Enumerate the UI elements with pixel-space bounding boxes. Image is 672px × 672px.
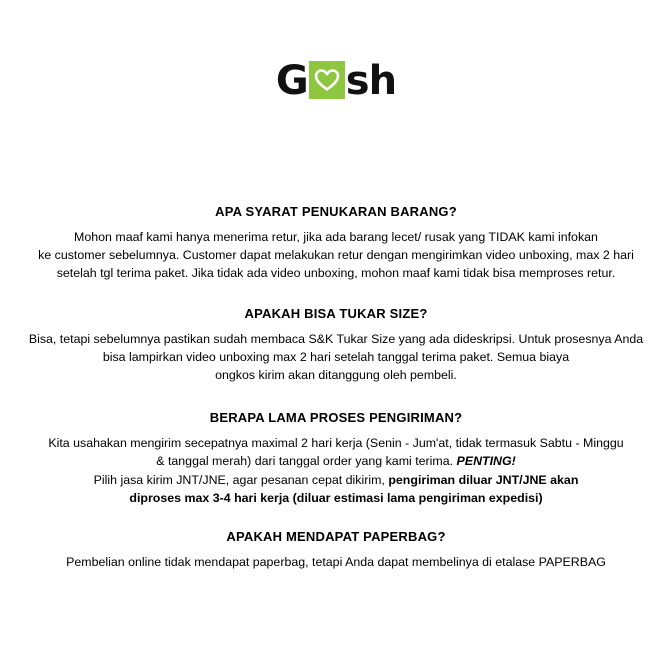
faq-answer-line: Pembelian online tidak mendapat paperbag, tetapi Anda dapat membelinya di etalase PAPERBAG [66, 555, 606, 569]
faq-section-paperbag [0, 529, 672, 571]
faq-section-return [0, 204, 672, 282]
heart-outline-icon [314, 68, 340, 92]
faq-answer-line [0, 452, 672, 470]
faq-question: APAKAH MENDAPAT PAPERBAG? [226, 529, 446, 544]
faq-answer-text: & tanggal merah) dari tanggal order yang kami terima. [156, 454, 454, 468]
faq-answer-bold: diproses max 3-4 hari kerja (diluar estimasi lama pengiriman expedisi) [129, 491, 543, 505]
faq-answer-bold: pengiriman diluar JNT/JNE akan [388, 473, 579, 487]
faq-answer-line: setelah tgl terima paket. Jika tidak ada video unboxing, mohon maaf kami tidak bisa memproses retur. [56, 266, 616, 280]
brand-logo [0, 58, 672, 104]
faq-answer-line: Mohon maaf kami hanya menerima retur, jika ada barang lecet/ rusak yang TIDAK kami infokan [74, 230, 598, 244]
faq-question: APAKAH BISA TUKAR SIZE? [244, 306, 428, 321]
faq-answer-line [0, 489, 672, 507]
faq-important-label: PENTING! [456, 454, 516, 468]
faq-question: BERAPA LAMA PROSES PENGIRIMAN? [209, 410, 463, 425]
faq-answer-text: Pilih jasa kirim JNT/JNE, agar pesanan cepat dikirim, [93, 473, 385, 487]
faq-section-shipping [0, 410, 672, 507]
faq-answer-line: bisa lampirkan video unboxing max 2 hari setelah tanggal terima paket. Semua biaya [102, 350, 570, 364]
logo-letter-g: G [275, 58, 308, 104]
faq-answer-line: Bisa, tetapi sebelumnya pastikan sudah membaca S&K Tukar Size yang ada dideskripsi. Untuk prosesnya Anda [28, 332, 644, 346]
faq-answer-line: ongkos kirim akan ditanggung oleh pembeli. [215, 368, 457, 382]
logo-heart-box [309, 61, 345, 99]
brand-logo-wordmark [275, 58, 397, 104]
faq-answer-line [0, 471, 672, 489]
logo-letters-sh: sh [345, 58, 397, 104]
faq-answer-line: Kita usahakan mengirim secepatnya maximal 2 hari kerja (Senin - Jum'at, tidak termasuk Sabtu - Minggu [48, 436, 624, 450]
faq-answer-line: ke customer sebelumnya. Customer dapat melakukan retur dengan mengirimkan video unboxing, max 2 hari [38, 248, 634, 262]
faq-question: APA SYARAT PENUKARAN BARANG? [215, 204, 457, 219]
faq-section-size-exchange [0, 306, 672, 384]
